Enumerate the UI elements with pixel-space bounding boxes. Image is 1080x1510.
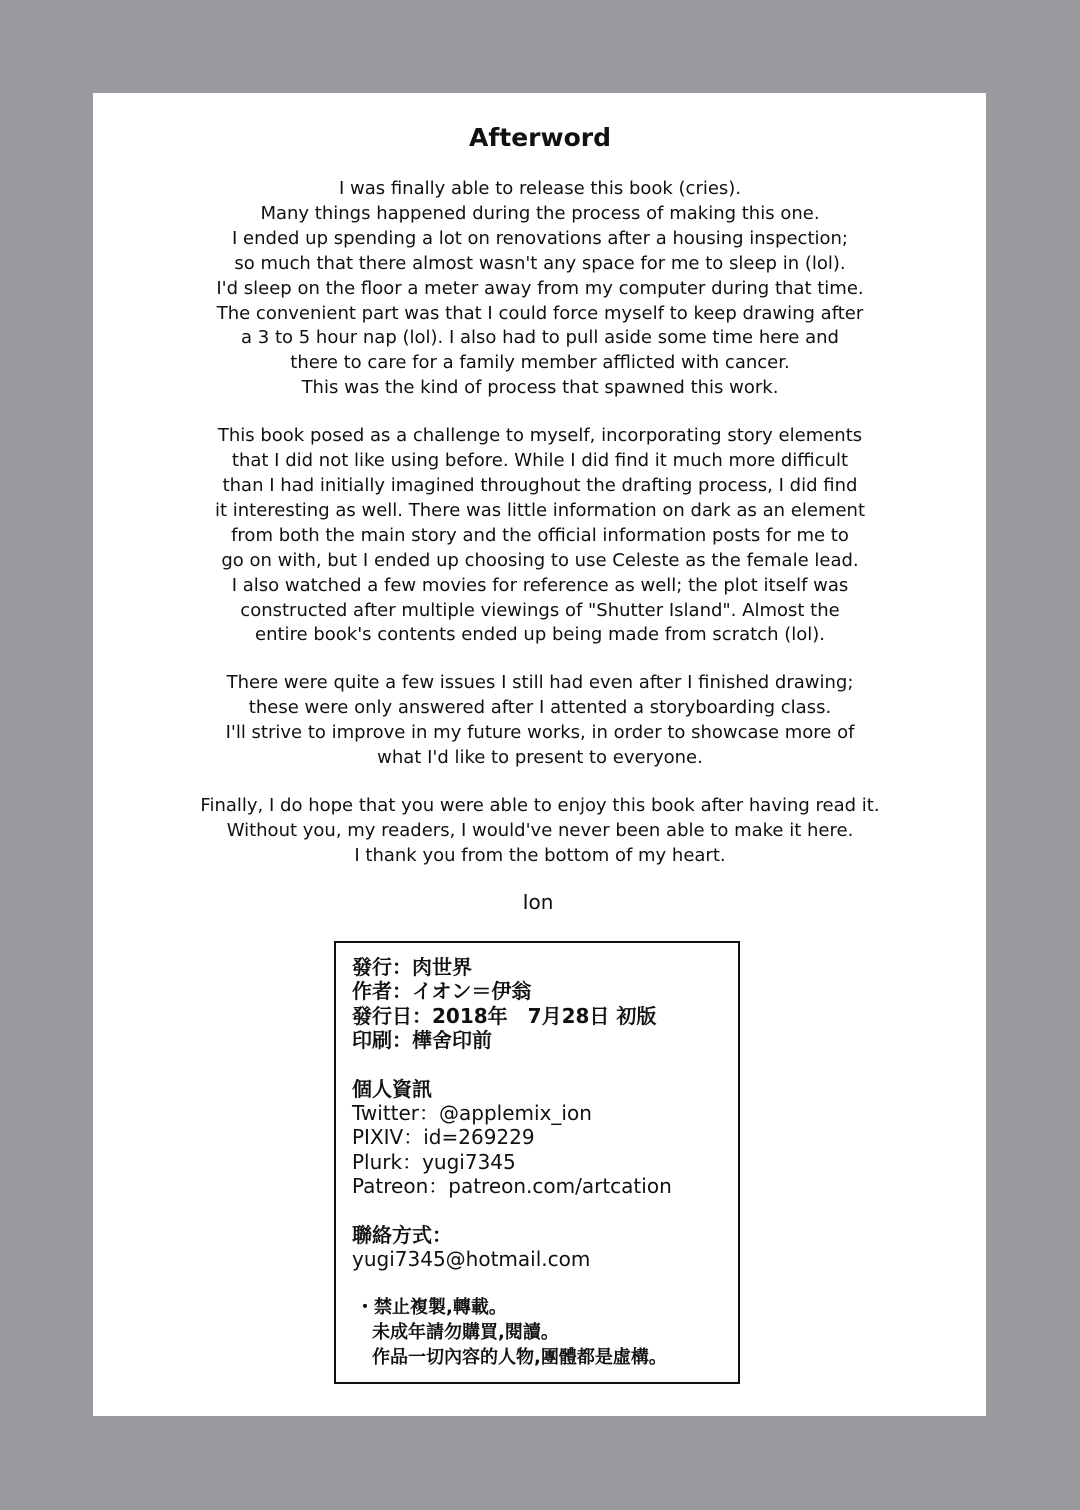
pixiv-line: PIXIV：id=269229 — [352, 1125, 535, 1150]
publication-info — [352, 955, 738, 1053]
text-line: I'd sleep on the floor a meter away from my computer during that time. — [216, 277, 864, 299]
text-line: there to care for a family member afflicted with cancer. — [290, 352, 790, 374]
notice-line: 未成年請勿購買,閱讀。 — [372, 1322, 559, 1344]
text-line: constructed after multiple viewings of "Shutter Island". Almost the — [240, 599, 840, 621]
text-line: from both the main story and the official information posts for me to — [231, 524, 849, 546]
paragraph-2 — [0, 424, 1080, 648]
paragraph-3 — [0, 671, 1080, 771]
colophon-box — [334, 941, 740, 1384]
text-line: Finally, I do hope that you were able to enjoy this book after having read it. — [200, 794, 880, 816]
publisher-line: 發行：肉世界 — [352, 955, 472, 979]
text-line: go on with, but I ended up choosing to use Celeste as the female lead. — [221, 549, 859, 571]
notice-line: ・禁止複製,轉載。 — [356, 1297, 507, 1319]
text-line: This was the kind of process that spawned this work. — [301, 377, 779, 399]
text-line: what I'd like to present to everyone. — [377, 747, 703, 769]
text-line: it interesting as well. There was little information on dark as an element — [214, 499, 866, 521]
contact-info — [352, 1223, 738, 1272]
text-line: that I did not like using before. While I did find it much more difficult — [231, 450, 849, 472]
text-line: I also watched a few movies for reference as well; the plot itself was — [231, 574, 849, 596]
patreon-line: Patreon：patreon.com/artcation — [352, 1174, 672, 1199]
text-line: The convenient part was that I could force myself to keep drawing after — [216, 302, 864, 324]
text-line: entire book's contents ended up being made from scratch (lol). — [255, 624, 825, 646]
afterword-body — [0, 177, 1080, 892]
personal-info-heading: 個人資訊 — [352, 1076, 432, 1101]
copyright-notice — [352, 1295, 738, 1370]
text-line: This book posed as a challenge to myself, incorporating story elements — [217, 425, 863, 447]
author-line: 作者：イオン＝伊翁 — [352, 979, 532, 1004]
text-line: Without you, my readers, I would've never been able to make it here. — [226, 819, 854, 841]
text-line: I'll strive to improve in my future works, in order to showcase more of — [225, 722, 855, 744]
plurk-line: Plurk：yugi7345 — [352, 1149, 516, 1174]
paragraph-4 — [0, 794, 1080, 869]
text-line: a 3 to 5 hour nap (lol). I also had to pull aside some time here and — [241, 327, 839, 349]
personal-info — [352, 1077, 738, 1199]
text-line: I ended up spending a lot on renovations after a housing inspection; — [232, 227, 848, 249]
publish-date-line: 發行日：2018年 7月28日 初版 — [352, 1003, 657, 1028]
text-line: There were quite a few issues I still had even after I finished drawing; — [226, 672, 854, 694]
contact-heading: 聯絡方式： — [352, 1222, 452, 1247]
paragraph-1 — [0, 177, 1080, 401]
text-line: I was finally able to release this book (cries). — [338, 178, 742, 199]
text-line: so much that there almost wasn't any space for me to sleep in (lol). — [234, 252, 846, 274]
page-title: Afterword — [469, 123, 611, 152]
contact-email: yugi7345@hotmail.com — [352, 1247, 591, 1272]
text-line: Many things happened during the process of making this one. — [260, 202, 820, 224]
text-line: I thank you from the bottom of my heart. — [354, 844, 726, 866]
text-line: these were only answered after I attented a storyboarding class. — [248, 697, 832, 719]
author-signature: Ion — [522, 890, 554, 914]
twitter-line: Twitter：@applemix_ion — [352, 1101, 592, 1126]
notice-line: 作品一切內容的人物,團體都是虛構。 — [372, 1347, 667, 1369]
text-line: than I had initially imagined throughout the drafting process, I did find — [222, 474, 858, 496]
printer-line: 印刷：樺舍印前 — [352, 1028, 492, 1053]
